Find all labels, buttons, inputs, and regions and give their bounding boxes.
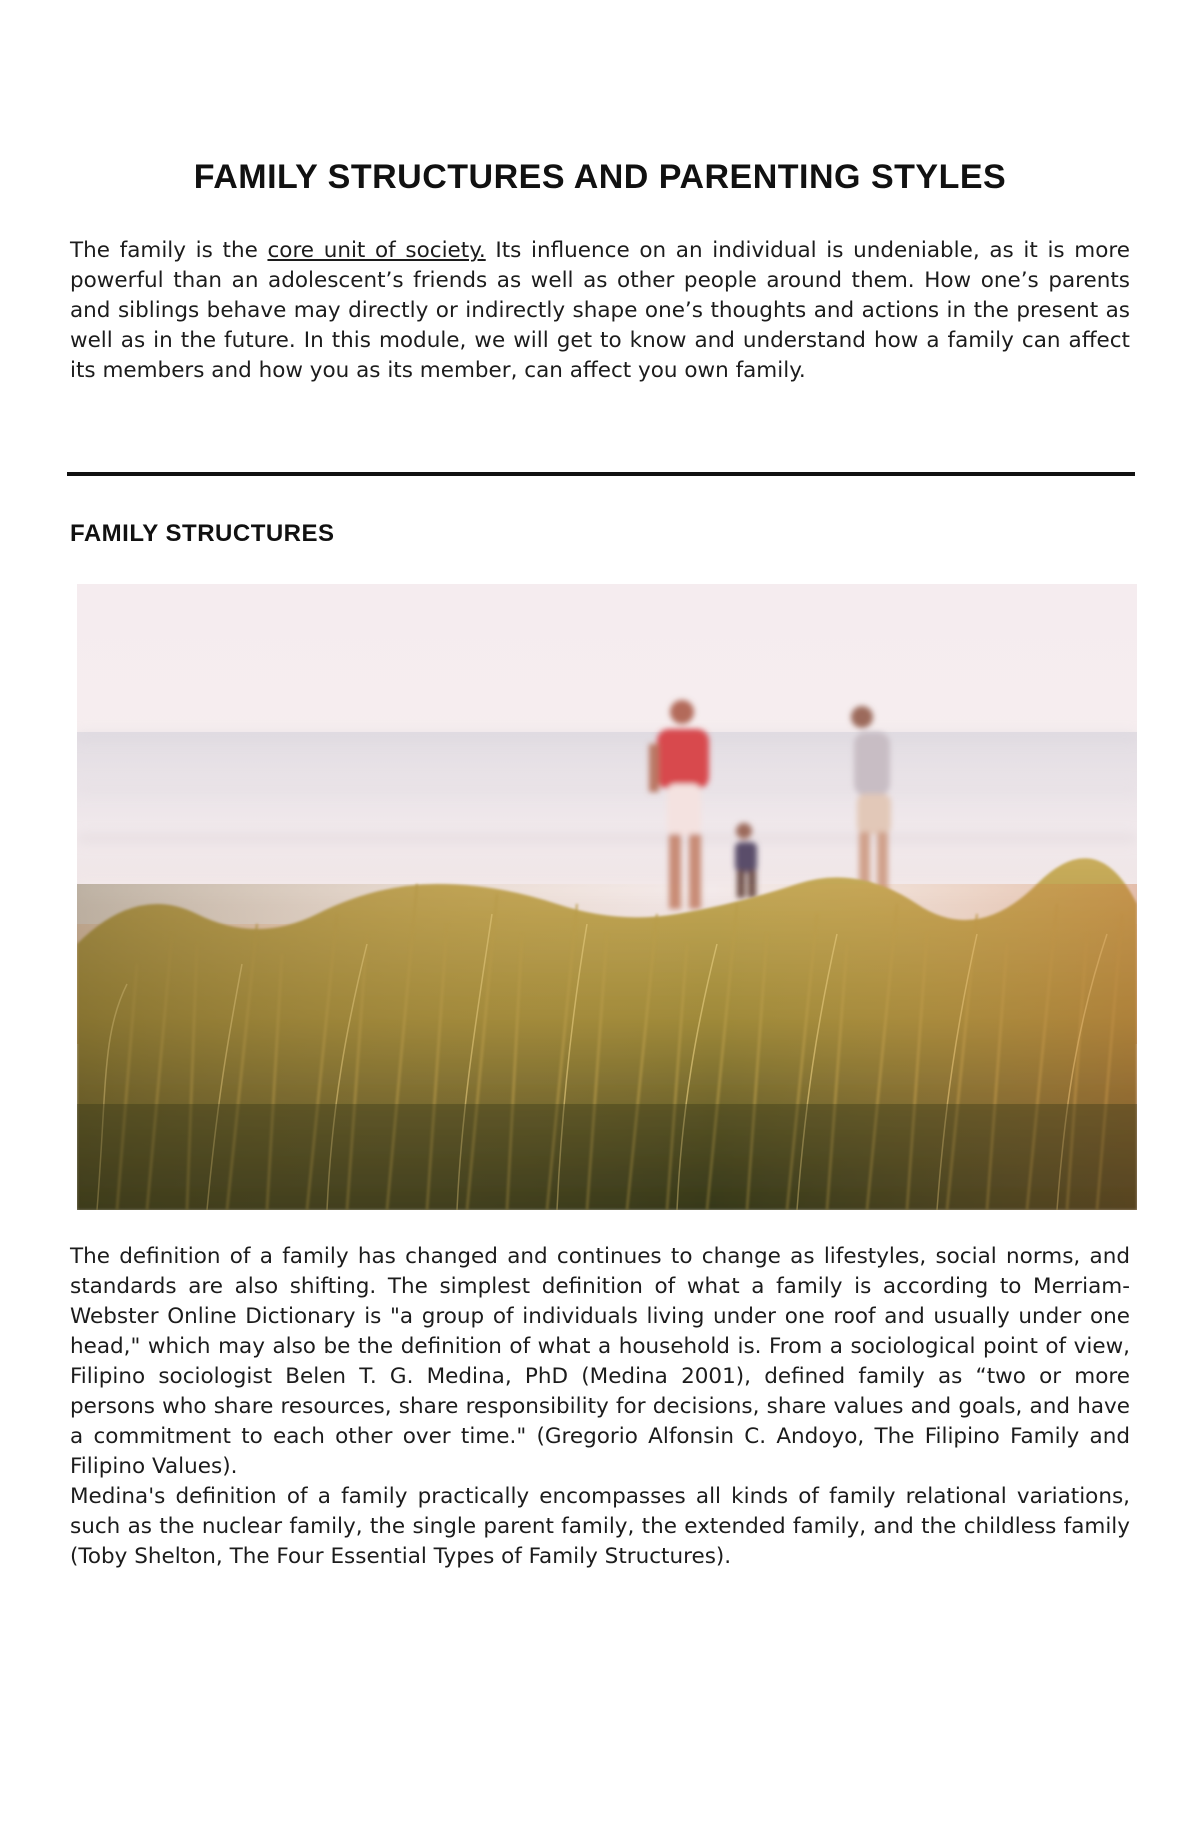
family-beach-illustration	[77, 584, 1137, 1210]
section-heading-family-structures: FAMILY STRUCTURES	[70, 520, 335, 547]
intro-text-end: Its influence on an individual is undeniable, as it is more powerful than an adolescent’s friends as well as other people around them. How one’s parents and siblings behave may directly or indirectly shape one’s thoughts and actions in the present as well as in the future. In this module, we will get to know and understand how a family can affect its members and how you as its member, can affect you own family.	[70, 238, 1130, 383]
intro-text-start: The family is the	[70, 238, 268, 263]
core-unit-underlined-text: core unit of society.	[267, 238, 486, 263]
family-beach-photo	[77, 584, 1137, 1210]
definition-paragraph: The definition of a family has changed and continues to change as lifestyles, social norms, and standards are also shifting. The simplest definition of what a family is according to Merriam-Webster Online Dictionary is "a group of individuals living under one roof and usually under one head," which may also be the definition of what a household is. From a sociological point of view, Filipino sociologist Belen T. G. Medina, PhD (Medina 2001), defined family as “two or more persons who share resources, share responsibility for decisions, share values and goals, and have a commitment to each other over time." (Gregorio Alfonsin C. Andoyo, The Filipino Family and Filipino Values).	[70, 1244, 1130, 1479]
page-title: FAMILY STRUCTURES AND PARENTING STYLES	[193, 158, 1007, 196]
medina-paragraph: Medina's definition of a family practically encompasses all kinds of family relational variations, such as the nuclear family, the single parent family, the extended family, and the childless family (Toby Shelton, The Four Essential Types of Family Structures).	[70, 1484, 1130, 1569]
intro-paragraph	[70, 236, 1130, 386]
section-divider	[67, 472, 1135, 476]
